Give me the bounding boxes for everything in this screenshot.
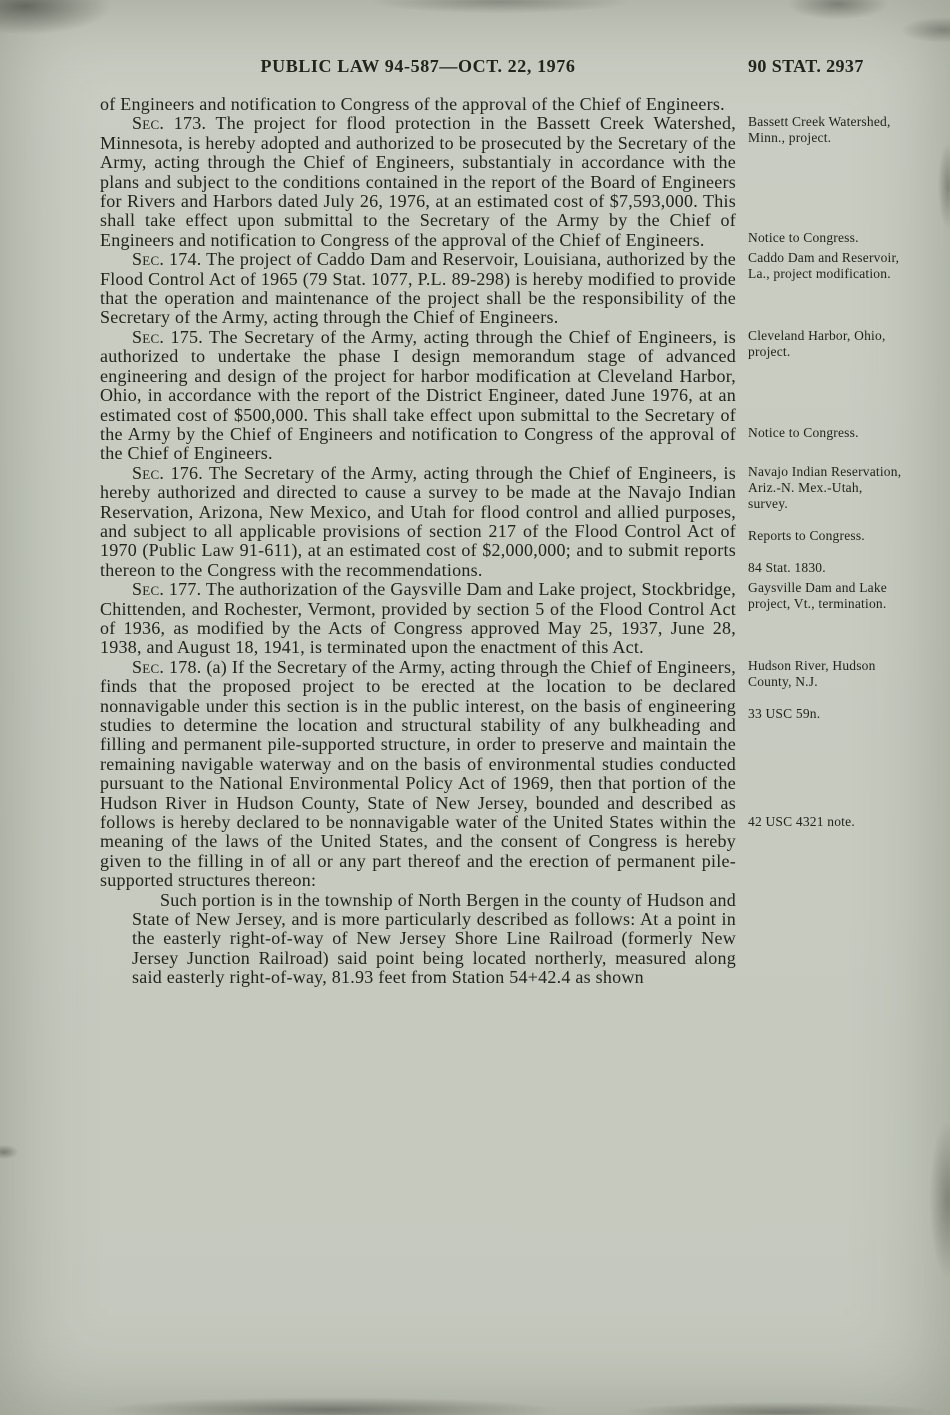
section-text: The authorization of the Gaysville Dam and Lake project, Stockbridge, Chittenden, and Rochester, Vermont, provided by section 5 of the Flood Control Act of 1936, as modified by the Acts of Congress approved May 25, 1937, June 28, 1938, and August 18, 1941, is terminated upon the enactment of this Act.: [100, 579, 736, 658]
section-text: The Secretary of the Army, acting through the Chief of Engineers, is authorized to undertake the phase I design memorandum stage of advanced engineering and design of the project for harbor modification at Cleveland Harbor, Ohio, in accordance with the report of the District Engineer, dated June 1976, at an estimated cost of $500,000. This shall take effect upon submittal to the Secretary of the Army by the Chief of Engineers and notification to Congress of the approval of the Chief of Engineers.: [100, 326, 737, 464]
section-175-paragraph: [100, 326, 886, 464]
margin-note: Hudson River, Hudson County, N.J.: [748, 657, 876, 689]
section-176-paragraph: [100, 462, 902, 580]
section-label: Sec. 177.: [132, 579, 202, 600]
section-label: Sec. 173.: [132, 113, 207, 134]
paragraph-text: Such portion is in the township of North Bergen in the county of Hudson and State of New Jersey, and is more particularly described as follows: At a point in the easterly right-of-way of New Jersey Shore Line Railroad (formerly New Jersey Junction Railroad) said point being located northerly, measured along said easterly right-of-way, 81.93 feet from Station 54+42.4 as shown: [132, 889, 736, 988]
margin-note: Notice to Congress.: [748, 230, 859, 246]
section-text: The project of Caddo Dam and Reservoir, Louisiana, authorized by the Flood Control Act of 1965 (79 Stat. 1077, P.L. 89-298) is hereby modified to provide that the operation and maintenance of the project shall be the responsibility of the Secretary of the Army, acting through the Chief of Engineers.: [100, 249, 736, 328]
land-description-paragraph: [132, 891, 736, 988]
section-177-paragraph: [100, 579, 887, 658]
margin-note: Reports to Congress.: [748, 527, 865, 543]
section-label: Sec. 175.: [132, 326, 203, 347]
section-label: Sec. 174.: [132, 249, 202, 270]
section-text: The Secretary of the Army, acting through the Chief of Engineers, is hereby authorized and directed to cause a survey to be made at the Navajo Indian Reservation, Arizona, New Mexico, and Utah for flood control and allied purposes, and subject to all applicable provisions of section 217 of the Flood Control Act of 1970 (Public Law 91-611), at an estimated cost of $2,000,000; and to submit reports thereon to the Congress with the recommendations.: [100, 462, 737, 580]
margin-note: Navajo Indian Reservation, Ariz.-N. Mex.-Utah, survey.: [748, 463, 902, 511]
margin-note: 33 USC 59n.: [748, 705, 821, 721]
section-text: (a) If the Secretary of the Army, acting through the Chief of Engineers, finds that the proposed project to be erected at the location to be declared nonnavigable under this section is in the public interest, on the basis of engineering studies to determine the location and structural stability of any bulkheading and filling and permanent pile-supported structure, in order to preserve and maintain the remaining navigable waterway and on the basis of environmental studies conducted pursuant to the National Environmental Policy Act of 1969, then that portion of the Hudson River in Hudson County, State of New Jersey, bounded and described as follows is hereby declared to be nonnavigable water of the United States within the meaning of the laws of the United States, and the consent of Congress is hereby given to the filling in of all or any part thereof and the erection of permanent pile-supported structures thereon:: [100, 656, 737, 891]
paragraph-continuation: [100, 95, 736, 114]
margin-note: Notice to Congress.: [748, 424, 859, 440]
section-label: Sec. 176.: [132, 462, 203, 483]
margin-note: Cleveland Harbor, Ohio, project.: [748, 327, 886, 359]
margin-note: 84 Stat. 1830.: [748, 559, 826, 575]
page-header-stat-number: 90 STAT. 2937: [748, 56, 864, 76]
section-178-paragraph: [100, 656, 876, 891]
statute-text-column: [100, 94, 902, 988]
section-173-paragraph: [100, 113, 891, 250]
margin-note: Bassett Creek Watershed, Minn., project.: [748, 114, 891, 146]
margin-note: Caddo Dam and Reservoir, La., project modification.: [748, 250, 900, 282]
margin-note: Gaysville Dam and Lake project, Vt., termination.: [748, 580, 887, 612]
margin-note: 42 USC 4321 note.: [748, 813, 855, 829]
section-174-paragraph: [100, 249, 900, 328]
page-header-law-title: PUBLIC LAW 94-587—OCT. 22, 1976: [260, 56, 576, 76]
paragraph-text: of Engineers and notification to Congress of the approval of the Chief of Engineers.: [100, 94, 725, 114]
section-label: Sec. 178.: [132, 656, 202, 677]
section-text: The project for flood protection in the Bassett Creek Watershed, Minnesota, is hereby adopted and authorized to be prosecuted by the Secretary of the Army, acting through the Chief of Engineers, substantialy in accordance with the plans and subject to the conditions contained in the report of the Board of Engineers for Rivers and Harbors dated July 26, 1976, at an estimated cost of $7,593,000. This shall take effect upon submittal to the Secretary of the Army by the Chief of Engineers and notification to Congress of the approval of the Chief of Engineers.: [100, 113, 736, 250]
